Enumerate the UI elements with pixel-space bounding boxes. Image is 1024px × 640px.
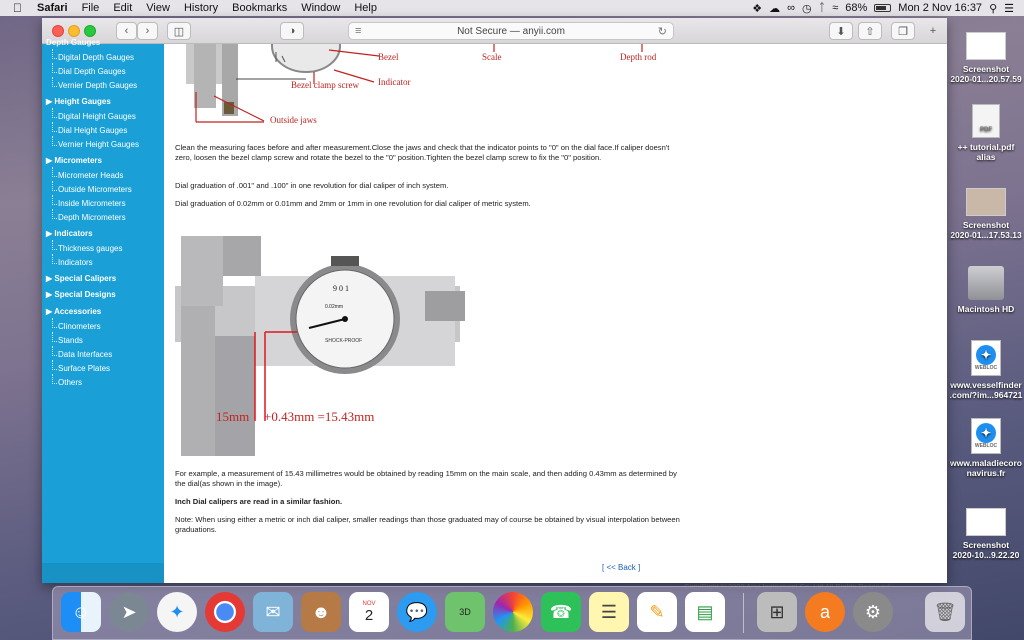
- address-bar[interactable]: [348, 22, 674, 40]
- menu-bar: [0, 0, 1024, 16]
- desktop-item-webloc-maladiecoronavirus[interactable]: [946, 418, 1024, 478]
- download-icon: ⬇: [836, 25, 846, 38]
- sidebar-link-data-interfaces[interactable]: Data Interfaces: [58, 350, 113, 359]
- sidebar-link-inside-micrometers[interactable]: Inside Micrometers: [58, 199, 126, 208]
- sidebar-link-depth-micrometers[interactable]: Depth Micrometers: [58, 213, 126, 222]
- paragraph-metric-graduation: Dial graduation of 0.02mm or 0.01mm and 2mm or 1mm in one revolution for dial caliper of metric system.: [175, 199, 531, 208]
- paragraph-inch-graduation: Dial graduation of .001" and .100" in one revolution for dial caliper of inch system.: [175, 181, 449, 190]
- messages-icon[interactable]: 💬: [397, 592, 437, 632]
- pages-icon[interactable]: ✎: [637, 592, 677, 632]
- apple-menu-icon[interactable]: [0, 1, 30, 15]
- time-machine-icon[interactable]: ◷: [801, 2, 812, 15]
- share-button[interactable]: [858, 22, 882, 40]
- bluetooth-icon[interactable]: ᛏ: [818, 2, 826, 14]
- menu-help[interactable]: Help: [345, 2, 368, 14]
- dial-top-numbers: 9 0 1: [333, 284, 349, 293]
- desktop-item-label: www.maladiecoro navirus.fr: [950, 458, 1022, 478]
- screenshot-thumbnail-icon: [966, 188, 1006, 216]
- plus-icon: +: [929, 25, 937, 37]
- sidebar-section-indicators[interactable]: ▶ Indicators: [46, 229, 93, 238]
- control-center-icon[interactable]: ☰: [1004, 2, 1014, 15]
- trash-icon[interactable]: 🗑: [925, 592, 965, 632]
- minimize-window-button[interactable]: [68, 25, 80, 37]
- facetime-icon[interactable]: ☎: [541, 592, 581, 632]
- desktop-item-label: ++ tutorial.pdf alias: [957, 142, 1015, 162]
- label-depth-rod: Depth rod: [620, 52, 657, 62]
- menu-history[interactable]: History: [174, 2, 210, 14]
- finder-icon[interactable]: ☺: [61, 592, 101, 632]
- label-bezel: Bezel: [378, 52, 399, 62]
- sidebar-link-dial-depth-gauges[interactable]: Dial Depth Gauges: [58, 67, 126, 76]
- share-icon: ⇧: [865, 25, 875, 38]
- sidebar-section-micrometers[interactable]: ▶ Micrometers: [46, 156, 102, 165]
- sidebar-link-others[interactable]: Others: [58, 378, 83, 387]
- desktop-item-label: Screenshot 2020-01...17.53.13: [950, 220, 1022, 240]
- sidebar-icon: ◫: [173, 25, 185, 38]
- sidebar-section-special-calipers[interactable]: ▶ Special Calipers: [46, 274, 117, 283]
- launchpad-icon[interactable]: ➤: [109, 592, 149, 632]
- pdf-document-icon: PDF: [972, 104, 1000, 138]
- contacts-icon[interactable]: ☻: [301, 592, 341, 632]
- safari-icon[interactable]: ✦: [157, 592, 197, 632]
- chevron-right-icon: ›: [145, 25, 150, 37]
- safari-window: [42, 18, 947, 583]
- menu-file[interactable]: File: [72, 2, 91, 14]
- new-tab-button[interactable]: [921, 22, 945, 40]
- sidebar-link-micrometer-heads[interactable]: Micrometer Heads: [58, 171, 124, 180]
- sidebar-section-depth-gauges[interactable]: Depth Gauges: [46, 38, 101, 47]
- menu-edit[interactable]: Edit: [104, 2, 124, 14]
- avast-icon[interactable]: a: [805, 592, 845, 632]
- downloads-button[interactable]: [829, 22, 853, 40]
- sidebar-link-vernier-depth-gauges[interactable]: Vernier Depth Gauges: [58, 81, 138, 90]
- reading-main-scale: 15mm: [216, 409, 250, 424]
- numbers-icon[interactable]: ▤: [685, 592, 725, 632]
- address-text: Not Secure — anyii.com: [457, 25, 565, 37]
- sidebar-section-height-gauges[interactable]: ▶ Height Gauges: [46, 97, 111, 106]
- label-scale: Scale: [482, 52, 502, 62]
- chrome-icon[interactable]: [205, 592, 245, 632]
- sidebar-link-thickness-gauges[interactable]: Thickness gauges: [58, 244, 123, 253]
- reader-list-icon[interactable]: ≡: [355, 25, 362, 37]
- mail-eagle-icon[interactable]: ✉: [253, 592, 293, 632]
- desktop-item-screenshot-1[interactable]: [946, 32, 1024, 84]
- calendar-icon[interactable]: NOV 2: [349, 592, 389, 632]
- paragraph-example: For example, a measurement of 15.43 millimetres would be obtained by reading 15mm on the main scale, and then adding 0.43mm as determined by the dial(as shown in the image).: [175, 469, 677, 488]
- sidebar-link-vernier-height-gauges[interactable]: Vernier Height Gauges: [58, 140, 139, 149]
- dock: [52, 586, 972, 640]
- sidebar-link-indicators[interactable]: Indicators: [58, 258, 93, 267]
- menu-view[interactable]: View: [137, 2, 161, 14]
- maps-icon[interactable]: 3D: [445, 592, 485, 632]
- sidebar-link-dial-height-gauges[interactable]: Dial Height Gauges: [58, 126, 128, 135]
- reading-total: +0.43mm =15.43mm: [264, 409, 375, 424]
- hard-drive-icon: [968, 266, 1004, 300]
- photos-icon[interactable]: [493, 592, 533, 632]
- desktop-item-label: www.vesselfinder .com/?im...964721: [949, 380, 1023, 400]
- reload-icon[interactable]: ↻: [657, 26, 667, 38]
- dial-shockproof-text: SHOCK-PROOF: [325, 338, 363, 344]
- sidebar-footer: [42, 563, 164, 583]
- caliper-parts-diagram: [164, 44, 724, 130]
- browser-toolbar: [42, 18, 947, 44]
- desktop-item-label: Screenshot 2020-10...9.22.20: [952, 540, 1020, 560]
- dial-caliper-reading-image: [175, 236, 465, 458]
- creative-cloud-icon[interactable]: ☁: [769, 2, 781, 15]
- desktop-item-screenshot-2[interactable]: [946, 188, 1024, 240]
- wifi-icon[interactable]: ≈: [832, 2, 839, 14]
- sidebar-link-surface-plates[interactable]: Surface Plates: [58, 364, 111, 373]
- calculator-icon[interactable]: ⊞: [757, 592, 797, 632]
- sidebar-link-outside-micrometers[interactable]: Outside Micrometers: [58, 185, 132, 194]
- tabs-icon: ❐: [898, 25, 908, 38]
- sidebar-link-digital-height-gauges[interactable]: Digital Height Gauges: [58, 112, 136, 121]
- page-content: [164, 44, 947, 583]
- system-preferences-icon[interactable]: ⚙: [853, 592, 893, 632]
- menu-window[interactable]: Window: [292, 2, 332, 14]
- webloc-file-icon: ✦ WEBLOC: [971, 418, 1001, 454]
- privacy-shield-button[interactable]: [280, 22, 304, 40]
- tab-overview-button[interactable]: [891, 22, 915, 40]
- label-outside-jaws: Outside jaws: [270, 115, 317, 125]
- desktop-item-label: Macintosh HD: [957, 304, 1015, 314]
- shield-icon: ◑: [288, 25, 296, 37]
- webloc-file-icon: ✦ WEBLOC: [971, 340, 1001, 376]
- desktop-item-macintosh-hd[interactable]: [946, 266, 1024, 314]
- close-window-button[interactable]: [52, 25, 64, 37]
- screenshot-thumbnail-icon: [966, 508, 1006, 536]
- label-bezel-clamp-screw: Bezel clamp screw: [291, 80, 359, 90]
- dial-caliper-photo: [175, 236, 465, 458]
- infinity-icon[interactable]: ∞: [787, 2, 795, 14]
- dial-brand-text: 0.02mm: [325, 304, 344, 310]
- desktop-item-tutorial-pdf[interactable]: [946, 104, 1024, 162]
- menu-bookmarks[interactable]: Bookmarks: [223, 2, 279, 14]
- dropbox-icon[interactable]: ❖: [752, 2, 763, 15]
- sidebar-section-special-designs[interactable]: ▶ Special Designs: [46, 290, 116, 299]
- spotlight-search-icon[interactable]: ⚲: [989, 2, 998, 15]
- screenshot-thumbnail-icon: [966, 32, 1006, 60]
- battery-percent: 68%: [845, 2, 868, 14]
- paragraph-note: Note: When using either a metric or inch dial caliper, smaller readings than those graduated may of course be obtained by visual interpolation between graduations.: [175, 515, 680, 534]
- menu-app-safari[interactable]: Safari: [28, 2, 59, 14]
- category-sidebar: [42, 38, 164, 583]
- clock[interactable]: Mon 2 Nov 16:37: [898, 2, 983, 14]
- sidebar-toggle-button[interactable]: [167, 22, 191, 40]
- label-indicator: Indicator: [378, 77, 411, 87]
- chevron-left-icon: ‹: [124, 25, 129, 37]
- paragraph-zeroing: Clean the measuring faces before and after measurement.Close the jaws and check that the indicator points to "0" on the dial face.If caliper doesn't zero, loosen the bezel clamp screw and rotate the bezel to the "0" position.Tighten the bezel clamp screw to fix the "0" position.: [175, 143, 670, 162]
- battery-icon[interactable]: [874, 4, 891, 12]
- back-link[interactable]: [ << Back ]: [602, 563, 641, 572]
- desktop-item-webloc-vesselfinder[interactable]: [946, 340, 1024, 400]
- back-nav-button[interactable]: [116, 22, 137, 40]
- forward-nav-button[interactable]: [137, 22, 158, 40]
- dock-separator: [743, 593, 744, 633]
- sidebar-link-clinometers[interactable]: Clinometers: [58, 322, 101, 331]
- sidebar-link-stands[interactable]: Stands: [58, 336, 83, 345]
- paragraph-inch-similar: Inch Dial calipers are read in a similar fashion.: [175, 497, 343, 506]
- desktop-item-screenshot-3[interactable]: [946, 508, 1024, 560]
- zoom-window-button[interactable]: [84, 25, 96, 37]
- sidebar-section-accessories[interactable]: ▶ Accessories: [46, 307, 102, 316]
- sidebar-link-digital-depth-gauges[interactable]: Digital Depth Gauges: [58, 53, 135, 62]
- notes-icon[interactable]: ☰: [589, 592, 629, 632]
- desktop-item-label: Screenshot 2020-01...20.57.59: [950, 64, 1022, 84]
